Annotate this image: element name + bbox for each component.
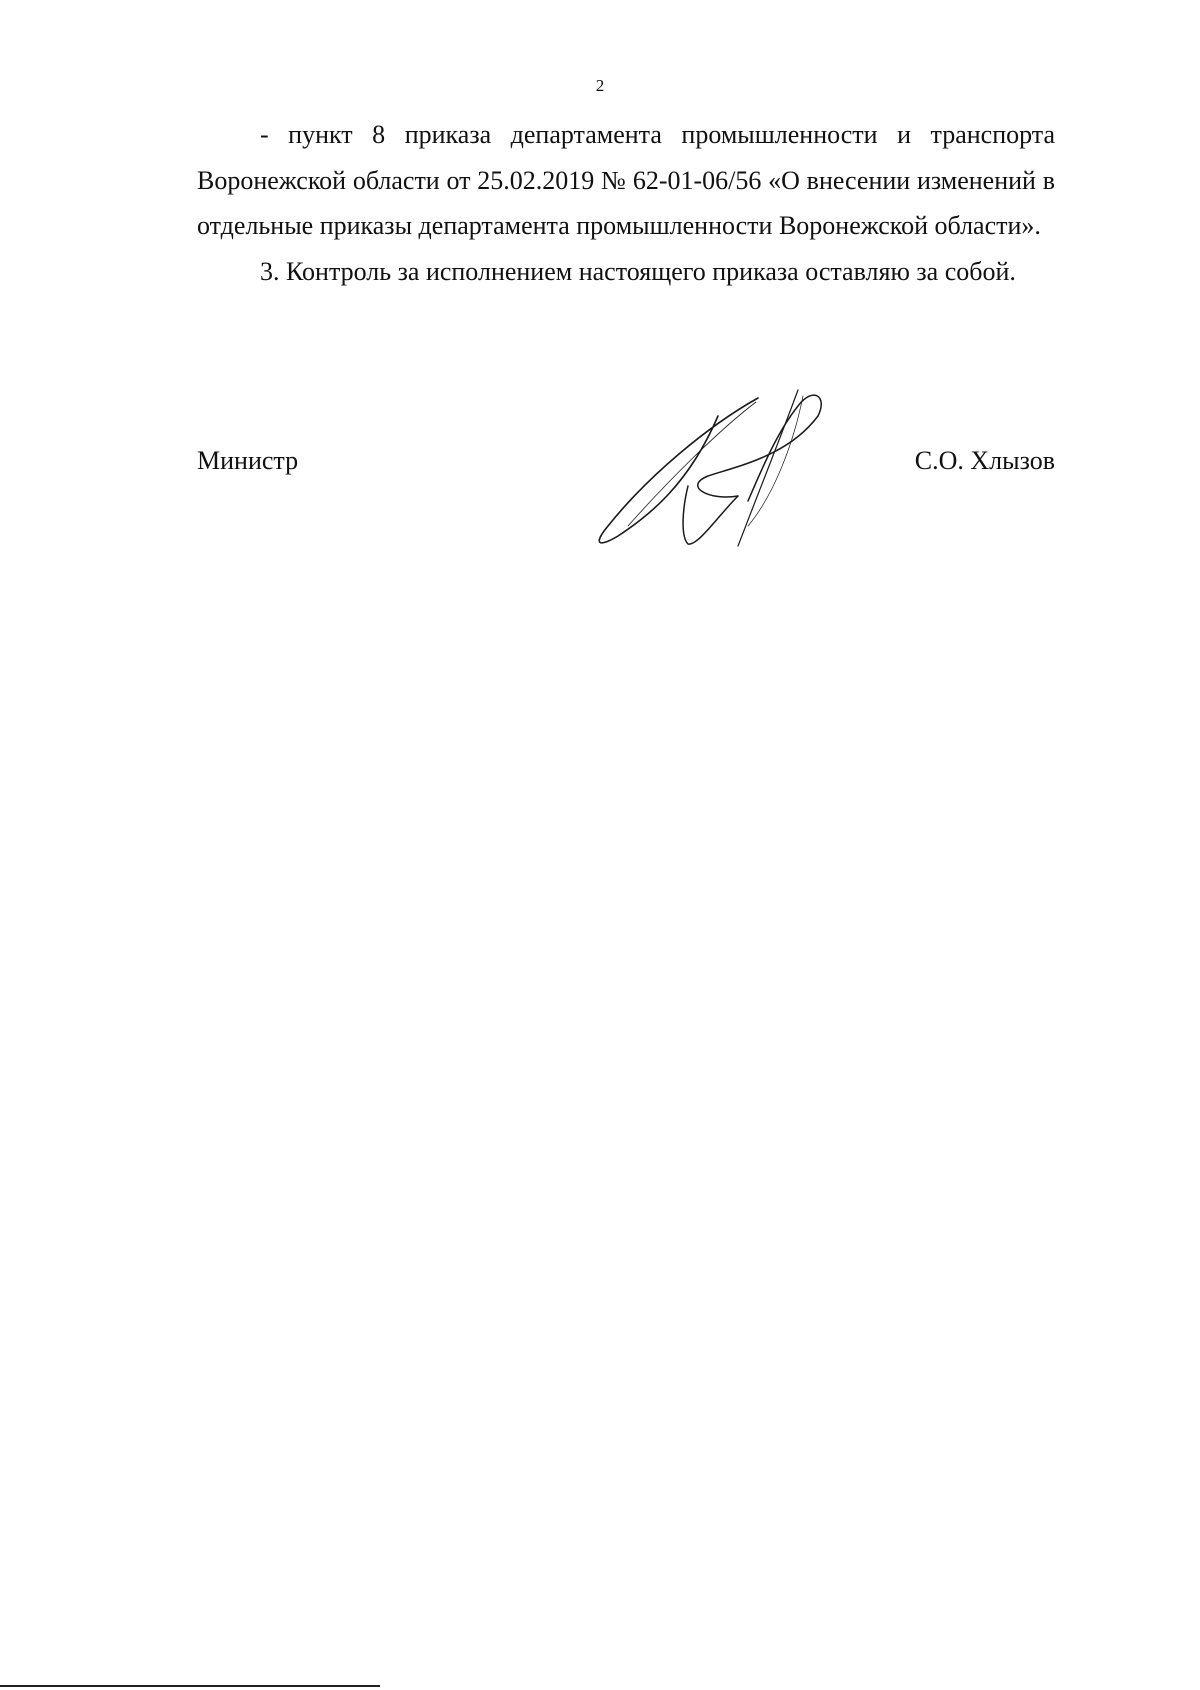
page-number: 2 xyxy=(595,76,605,95)
signer-name: С.О. Хлызов xyxy=(914,446,1055,475)
document-body xyxy=(197,112,1055,294)
paragraph-item-8: - пункт 8 приказа департамента промышленности и транспорта Воронежской области от 25.02.2019 № 62-01-06/56 «О внесении изменений в отдельные приказы департамента промышленности Воронежской области». xyxy=(197,120,1055,240)
paragraph-control-clause: 3. Контроль за исполнением настоящего приказа оставляю за собой. xyxy=(260,256,1016,286)
handwritten-signature xyxy=(588,386,828,548)
signer-position: Министр xyxy=(197,446,299,475)
footer-rule xyxy=(0,1685,380,1687)
